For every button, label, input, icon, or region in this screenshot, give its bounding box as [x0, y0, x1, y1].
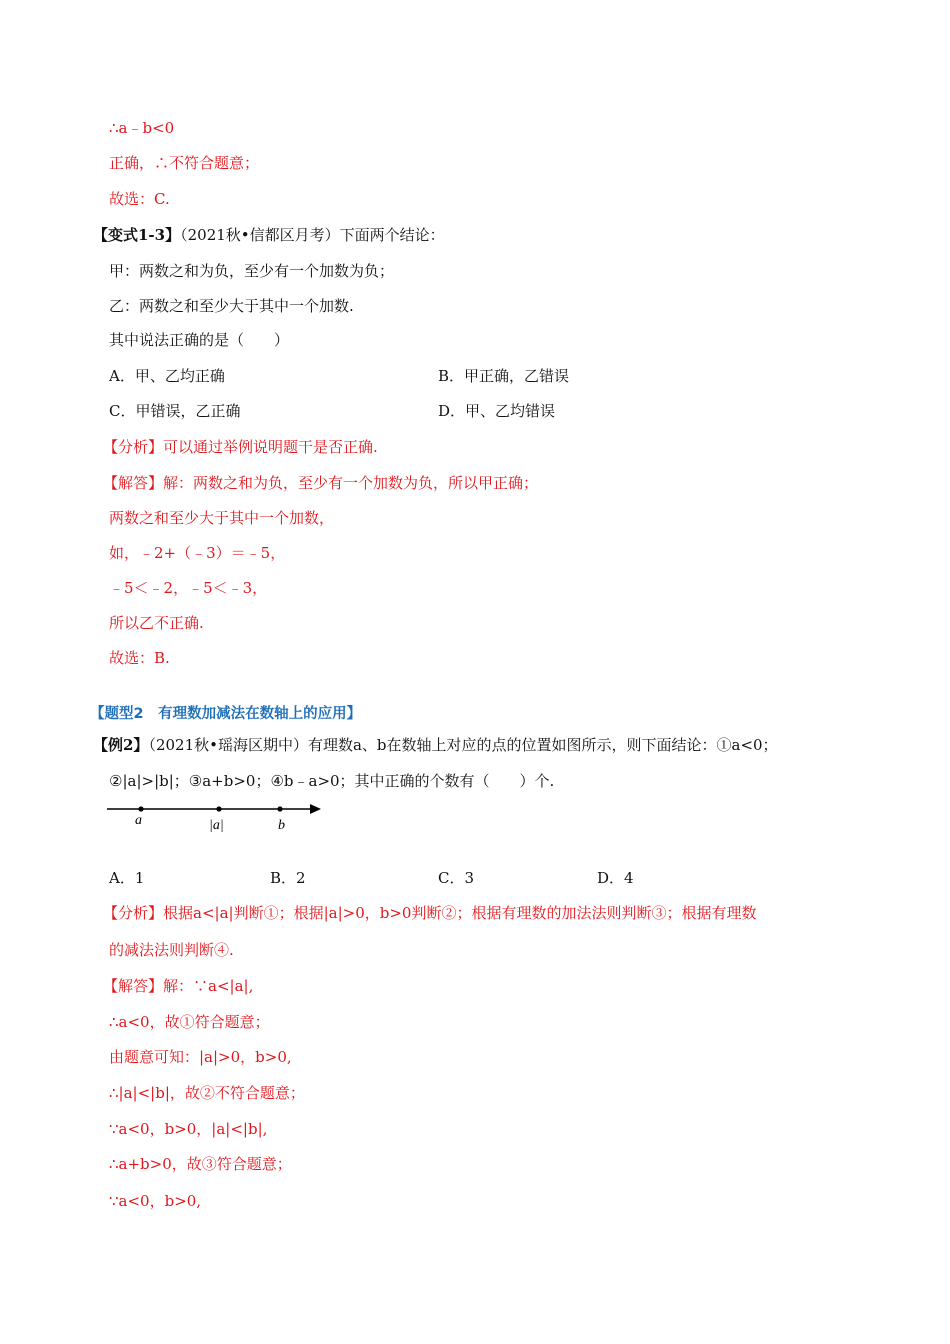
answer-line: 由题意可知：|a|>0，b>0, [109, 1048, 292, 1066]
option-c: C．3 [438, 869, 475, 887]
answer [103, 473, 538, 493]
label-abs-a: |a| [209, 818, 224, 833]
arrow-icon [310, 804, 321, 814]
answer-line: ∴a<0，故①符合题意； [109, 1013, 270, 1031]
solution-line: ∴a﹣b<0 [109, 119, 175, 137]
point-a [138, 806, 143, 811]
option-d: D．甲、乙均错误 [438, 402, 556, 420]
answer-line: 故选：B. [109, 649, 170, 667]
analysis-label: 【分析】 [103, 438, 164, 456]
solution-line: 正确，∴不符合题意； [109, 154, 260, 172]
analysis-line2: 的减法法则判断④. [109, 941, 234, 959]
answer-line: 所以乙不正确. [109, 614, 204, 632]
variant-source: （2021秋•信都区月考）下面两个结论： [180, 226, 445, 244]
label-a: a [135, 813, 142, 828]
answer-text: 解：∵a<|a|, [163, 977, 254, 995]
answer-line: 两数之和至少大于其中一个加数， [109, 509, 335, 527]
analysis-label: 【分析】 [103, 904, 164, 922]
answer-line: 如，﹣2+（﹣3）＝﹣5， [109, 544, 286, 562]
answer-label: 【解答】 [103, 977, 164, 995]
statement-yi: 乙：两数之和至少大于其中一个加数. [109, 297, 354, 315]
answer-label: 【解答】 [103, 474, 164, 492]
answer-line: ∵a<0，b>0, [109, 1192, 202, 1210]
example-label: 【例2】 [93, 736, 149, 754]
option-a: A．甲、乙均正确 [109, 367, 225, 385]
variant-label: 【变式1-3】 [93, 226, 181, 244]
number-line-figure [105, 796, 335, 836]
option-b: B．甲正确，乙错误 [438, 367, 570, 385]
analysis-text: 可以通过举例说明题干是否正确. [163, 438, 378, 456]
analysis-text: 根据a<|a|判断①；根据|a|>0，b>0判断②；根据有理数的加法法则判断③；根据有理数 [163, 904, 757, 922]
label-b: b [278, 818, 285, 833]
example-text-line2: ②|a|>|b|；③a+b>0；④b﹣a>0；其中正确的个数有（ ）个. [109, 772, 555, 790]
question-text: 其中说法正确的是（ ） [109, 331, 290, 349]
example-header [93, 735, 778, 755]
answer-line: ∵a<0，b>0，|a|<|b|, [109, 1120, 268, 1138]
analysis [103, 437, 378, 457]
variant-header [93, 225, 445, 245]
option-a: A．1 [109, 869, 145, 887]
point-b [277, 806, 282, 811]
solution-line: 故选：C. [109, 190, 170, 208]
analysis [103, 903, 756, 923]
example-text: （2021秋•瑶海区期中）有理数a、b在数轴上对应的点的位置如图所示，则下面结论：①a<0； [148, 736, 778, 754]
answer-text: 解：两数之和为负，至少有一个加数为负，所以甲正确； [163, 474, 539, 492]
answer-line: ∴a+b>0，故③符合题意； [109, 1155, 292, 1173]
statement-jia: 甲：两数之和为负，至少有一个加数为负； [109, 262, 395, 280]
option-b: B．2 [270, 869, 306, 887]
answer [103, 976, 253, 996]
answer-line: ﹣5＜﹣2，﹣5＜﹣3， [109, 579, 268, 597]
answer-line: ∴|a|<|b|，故②不符合题意； [109, 1084, 305, 1102]
section-heading: 【题型2 有理数加减法在数轴上的应用】 [90, 706, 362, 722]
point-abs-a [216, 806, 221, 811]
option-c: C．甲错误，乙正确 [109, 402, 241, 420]
option-d: D．4 [597, 869, 634, 887]
